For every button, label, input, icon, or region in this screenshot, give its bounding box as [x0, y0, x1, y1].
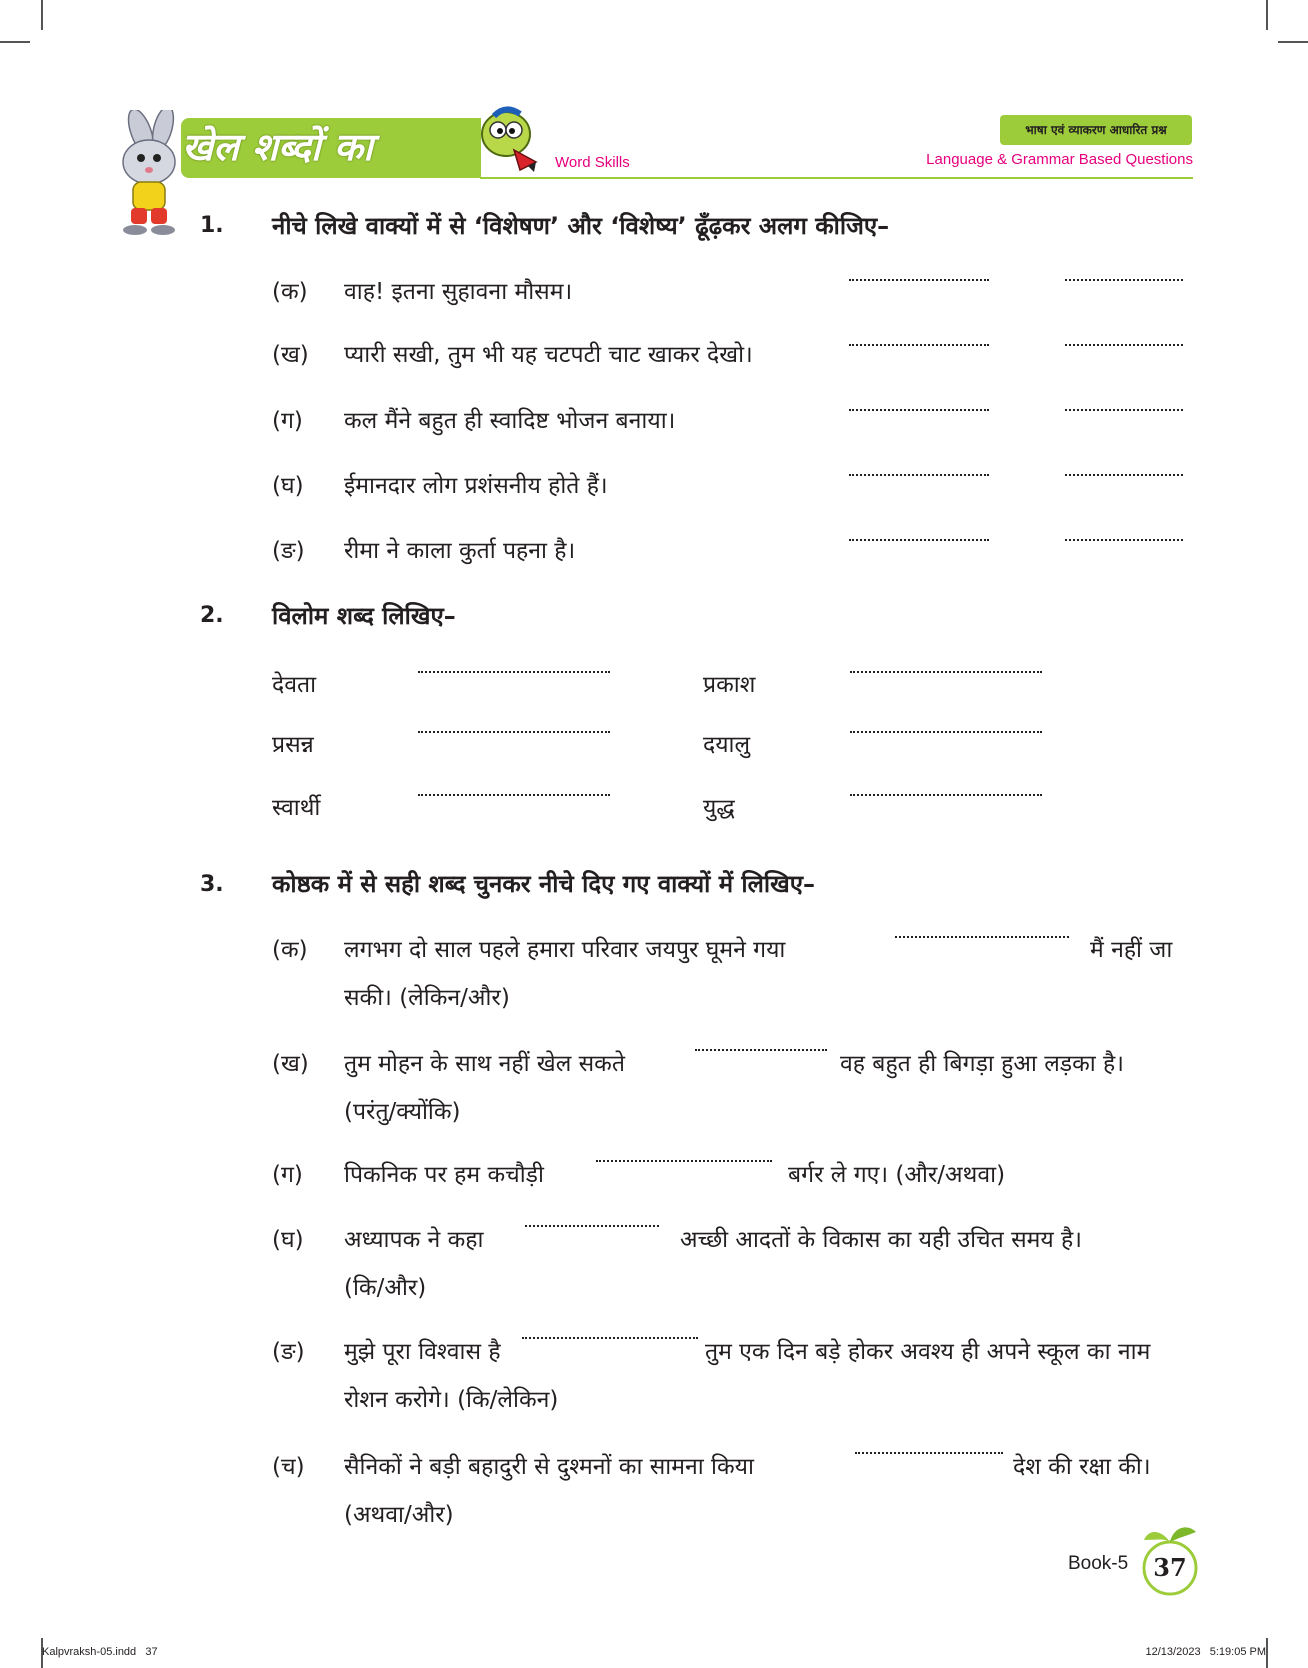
- item-text: (अथवा/और): [344, 1502, 454, 1528]
- question-number: 1.: [200, 213, 224, 238]
- pencil-mascot-icon: [470, 100, 550, 180]
- antonym-word: युद्ध: [703, 795, 735, 821]
- answer-blank-noun[interactable]: [1065, 409, 1183, 411]
- fill-blank[interactable]: [522, 1337, 698, 1339]
- item-text: वह बहुत ही बिगड़ा हुआ लड़का है।: [840, 1051, 1124, 1077]
- item-text: सैनिकों ने बड़ी बहादुरी से दुश्मनों का सामना किया: [344, 1454, 754, 1480]
- item-text: कल मैंने बहुत ही स्वादिष्ट भोजन बनाया।: [344, 408, 676, 434]
- item-label: (घ): [272, 1227, 304, 1253]
- item-text: वाह! इतना सुहावना मौसम।: [344, 279, 573, 305]
- item-label: (ख): [272, 1051, 309, 1077]
- file-slug: Kalpvraksh-05.indd 37: [42, 1646, 158, 1658]
- item-text: लगभग दो साल पहले हमारा परिवार जयपुर घूमने गया: [344, 937, 786, 963]
- antonym-word: दयालु: [703, 732, 751, 758]
- fill-blank[interactable]: [855, 1452, 1003, 1454]
- header-tagline: Language & Grammar Based Questions: [926, 151, 1193, 168]
- item-text: प्यारी सखी, तुम भी यह चटपटी चाट खाकर देखो।: [344, 342, 753, 368]
- book-label: Book-5: [1068, 1553, 1129, 1574]
- answer-blank-noun[interactable]: [1065, 279, 1183, 281]
- page-number: 37: [1153, 1553, 1187, 1582]
- crop-mark: [1266, 1638, 1268, 1668]
- item-text: रोशन करोगे। (कि/लेकिन): [344, 1387, 559, 1413]
- question-heading: कोष्ठक में से सही शब्द चुनकर नीचे दिए गए वाक्यों में लिखिए–: [272, 870, 816, 898]
- antonym-blank[interactable]: [850, 671, 1042, 673]
- print-timestamp: 12/13/2023 5:19:05 PM: [1145, 1646, 1266, 1658]
- item-text: मैं नहीं जा: [1090, 937, 1173, 963]
- answer-blank-adjective[interactable]: [849, 539, 989, 541]
- item-text: (कि/और): [344, 1275, 427, 1301]
- fill-blank[interactable]: [895, 936, 1069, 938]
- header-subtitle: Word Skills: [555, 154, 630, 171]
- answer-blank-adjective[interactable]: [849, 409, 989, 411]
- item-text: तुम एक दिन बड़े होकर अवश्य ही अपने स्कूल का नाम: [705, 1339, 1151, 1365]
- crop-mark: [41, 0, 43, 30]
- item-label: (ङ): [272, 1339, 305, 1365]
- question-number: 2.: [200, 603, 224, 628]
- item-text: अध्यापक ने कहा: [344, 1227, 484, 1253]
- antonym-word: प्रसन्न: [272, 732, 314, 758]
- item-label: (ग): [272, 408, 303, 434]
- section-title: खेल शब्दों का: [182, 125, 373, 169]
- antonym-blank[interactable]: [418, 671, 610, 673]
- question-heading: विलोम शब्द लिखिए–: [272, 602, 456, 630]
- item-label: (घ): [272, 473, 304, 499]
- answer-blank-noun[interactable]: [1065, 474, 1183, 476]
- item-label: (ग): [272, 1162, 303, 1188]
- item-label: (ङ): [272, 538, 305, 564]
- header-rule: [480, 177, 1193, 179]
- crop-mark: [0, 41, 30, 43]
- question-number: 3.: [200, 872, 224, 897]
- item-label: (च): [272, 1454, 305, 1480]
- answer-blank-adjective[interactable]: [849, 344, 989, 346]
- antonym-blank[interactable]: [418, 731, 610, 733]
- crop-mark: [1266, 0, 1268, 30]
- item-text: देश की रक्षा की।: [1013, 1454, 1151, 1480]
- fill-blank[interactable]: [695, 1049, 827, 1051]
- answer-blank-noun[interactable]: [1065, 344, 1183, 346]
- antonym-blank[interactable]: [850, 794, 1042, 796]
- item-label: (क): [272, 937, 308, 963]
- item-text: मुझे पूरा विश्वास है: [344, 1339, 501, 1365]
- item-text: (परंतु/क्योंकि): [344, 1099, 461, 1125]
- answer-blank-noun[interactable]: [1065, 539, 1183, 541]
- antonym-word: स्वार्थी: [272, 795, 321, 821]
- antonym-word: देवता: [272, 672, 317, 698]
- item-text: रीमा ने काला कुर्ता पहना है।: [344, 538, 576, 564]
- fill-blank[interactable]: [525, 1225, 659, 1227]
- item-text: तुम मोहन के साथ नहीं खेल सकते: [344, 1051, 625, 1077]
- item-text: अच्छी आदतों के विकास का यही उचित समय है।: [680, 1227, 1082, 1253]
- item-text: पिकनिक पर हम कचौड़ी: [344, 1162, 544, 1188]
- item-text: बर्गर ले गए। (और/अथवा): [788, 1162, 1006, 1188]
- item-label: (क): [272, 279, 308, 305]
- question-heading: नीचे लिखे वाक्यों में से ‘विशेषण’ और ‘विशेष्य’ ढूँढ़कर अलग कीजिए–: [272, 212, 890, 240]
- antonym-blank[interactable]: [850, 731, 1042, 733]
- antonym-word: प्रकाश: [703, 672, 756, 698]
- fill-blank[interactable]: [596, 1160, 772, 1162]
- crop-mark: [1278, 41, 1308, 43]
- antonym-blank[interactable]: [418, 794, 610, 796]
- item-text: सकी। (लेकिन/और): [344, 985, 510, 1011]
- header-badge-text: भाषा एवं व्याकरण आधारित प्रश्न: [1025, 123, 1167, 137]
- item-label: (ख): [272, 342, 309, 368]
- answer-blank-adjective[interactable]: [849, 474, 989, 476]
- answer-blank-adjective[interactable]: [849, 279, 989, 281]
- item-text: ईमानदार लोग प्रशंसनीय होते हैं।: [344, 473, 608, 499]
